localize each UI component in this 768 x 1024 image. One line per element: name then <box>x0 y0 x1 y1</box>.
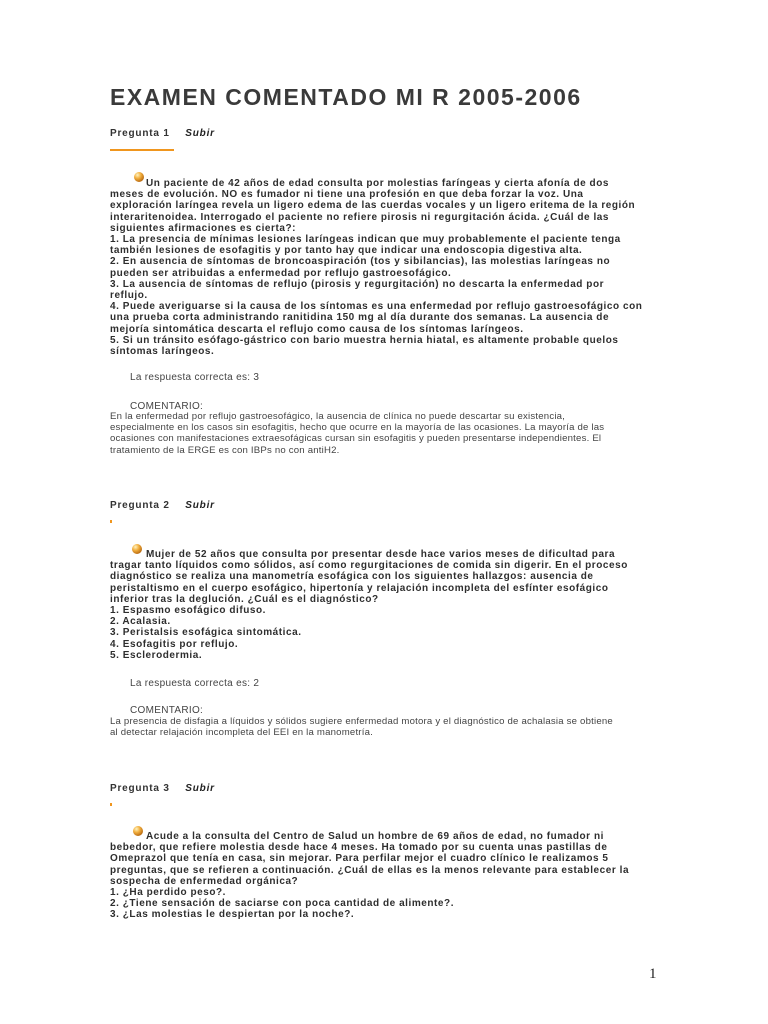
question-3-heading <box>110 783 215 794</box>
question-2-heading <box>110 500 215 511</box>
stem-line: inferior tras la deglución. ¿Cuál es el diagnóstico? <box>110 593 379 605</box>
question-1-label: Pregunta 1 <box>110 128 170 139</box>
stem-line: 1. ¿Ha perdido peso?. <box>110 887 227 899</box>
stem-line: 4. Puede averiguarse si la causa de los síntomas es una enfermedad por reflujo gastroesofágico con <box>110 301 643 313</box>
stem-line: 3. ¿Las molestias le despiertan por la noche?. <box>110 909 355 921</box>
comment-line: En la enfermedad por reflujo gastroesofágico, la ausencia de clínica no puede descartar su existencia, <box>110 411 566 422</box>
orange-divider <box>110 149 174 151</box>
orange-divider <box>110 803 112 806</box>
correct-answer: La respuesta correcta es: 2 <box>130 678 260 689</box>
stem-line: 2. Acalasia. <box>110 616 171 628</box>
stem-line: Mujer de 52 años que consulta por presentar desde hace varios meses de dificultad para <box>146 549 616 560</box>
comment-line: La presencia de disfagia a líquidos y sólidos sugiere enfermedad motora y el diagnóstico de achalasia se obtiene <box>110 716 613 727</box>
comment-line: tratamiento de la ERGE es con IBPs no con antiH2. <box>110 444 340 456</box>
stem-line: bebedor, que refiere molestia desde hace 4 meses. Ha tomado por su cuenta unas pastillas de <box>110 842 608 854</box>
stem-line: mejoría sintomática descarta el reflujo como causa de los síntomas laríngeos. <box>110 323 524 335</box>
question-3-label: Pregunta 3 <box>110 783 170 794</box>
stem-line: Acude a la consulta del Centro de Salud un hombre de 69 años de edad, no fumador ni <box>146 831 604 842</box>
stem-line: una prueba corta administrando ranitidina 150 mg al día durante dos semanas. La ausencia de <box>110 312 610 324</box>
correct-answer: La respuesta correcta es: 3 <box>130 372 260 383</box>
stem-line: 3. Peristalsis esofágica sintomática. <box>110 627 302 639</box>
comment-body <box>110 411 660 456</box>
subir-link[interactable]: Subir <box>185 128 215 139</box>
stem-line: interaritenoidea. Interrogado el paciente no refiere pirosis ni regurgitación ácida. ¿Cuál de las <box>110 211 610 223</box>
subir-link[interactable]: Subir <box>185 783 215 794</box>
page-title: EXAMEN COMENTADO MI R 2005-2006 <box>110 84 582 110</box>
stem-line: preguntas, que se refieren a continuación. ¿Cuál de ellas es la menos relevante para establecer la <box>110 864 630 876</box>
comment-line: al detectar relajación incompleta del EEI en la manometría. <box>110 727 373 739</box>
stem-line: diagnóstico se realiza una manometría esofágica con los siguientes hallazgos: ausencia de <box>110 571 594 583</box>
stem-line: 3. La ausencia de síntomas de reflujo (pirosis y regurgitación) no descarta la enfermedad por <box>110 278 605 290</box>
question-2-label: Pregunta 2 <box>110 500 170 511</box>
stem-line: 2. ¿Tiene sensación de saciarse con poca cantidad de alimente?. <box>110 898 455 910</box>
comment-line: especialmente en los casos sin esofagitis, hecho que ocurre en la mayoría de las ocasiones. La mayoría de las <box>110 422 605 434</box>
stem-line: peristaltismo en el cuerpo esofágico, hipertonía y relajación incompleta del esfínter esofágico <box>110 582 609 594</box>
question-2-stem <box>110 549 655 661</box>
orange-divider <box>110 520 112 523</box>
stem-line: Omeprazol que tenía en casa, sin mejorar. Para perfilar mejor el cuadro clínico le realizamos 5 <box>110 853 609 865</box>
comment-label: COMENTARIO: <box>130 705 204 716</box>
stem-line: 1. La presencia de mínimas lesiones laríngeas indican que muy probablemente el paciente tenga <box>110 234 621 246</box>
stem-line: Un paciente de 42 años de edad consulta por molestias faríngeas y cierta afonía de dos <box>146 178 609 189</box>
stem-line: tragar tanto líquidos como sólidos, así como regurgitaciones de comida sin digerir. En el proceso <box>110 560 628 572</box>
stem-line: exploración laríngea revela un ligero edema de las cuerdas vocales y un ligero eritema de la región <box>110 200 636 212</box>
stem-line: 5. Si un tránsito esófago-gástrico con bario muestra hernia hiatal, es altamente probable quelos <box>110 334 619 346</box>
stem-line: 2. En ausencia de síntomas de broncoaspiración (tos y sibilancias), las molestias laríngeas no <box>110 256 611 268</box>
question-3-stem <box>110 831 655 921</box>
stem-line: 4. Esofagitis por reflujo. <box>110 638 239 650</box>
page-number: 1 <box>649 966 657 982</box>
stem-line: pueden ser atribuidas a enfermedad por reflujo gastroesofágico. <box>110 267 452 279</box>
stem-line: 5. Esclerodermia. <box>110 649 203 661</box>
stem-line: siguientes afirmaciones es cierta?: <box>110 222 296 234</box>
stem-line: sospecha de enfermedad orgánica? <box>110 875 299 887</box>
question-1-stem <box>110 178 655 357</box>
question-1-heading <box>110 128 215 139</box>
comment-line: ocasiones con manifestaciones extraesofágicas cursan sin esofagitis y pueden presentarse independientes. El <box>110 433 602 445</box>
stem-line: síntomas laríngeos. <box>110 346 215 358</box>
comment-label: COMENTARIO: <box>130 401 204 412</box>
stem-line: reflujo. <box>110 290 148 302</box>
stem-line: meses de evolución. NO es fumador ni tiene una profesión en que deba forzar la voz. Una <box>110 189 584 201</box>
comment-body <box>110 716 660 738</box>
subir-link[interactable]: Subir <box>185 500 215 511</box>
stem-line: 1. Espasmo esofágico difuso. <box>110 605 266 617</box>
stem-line: también lesiones de esofagitis y por tanto hay que indicar una endoscopia digestiva alta. <box>110 245 583 257</box>
